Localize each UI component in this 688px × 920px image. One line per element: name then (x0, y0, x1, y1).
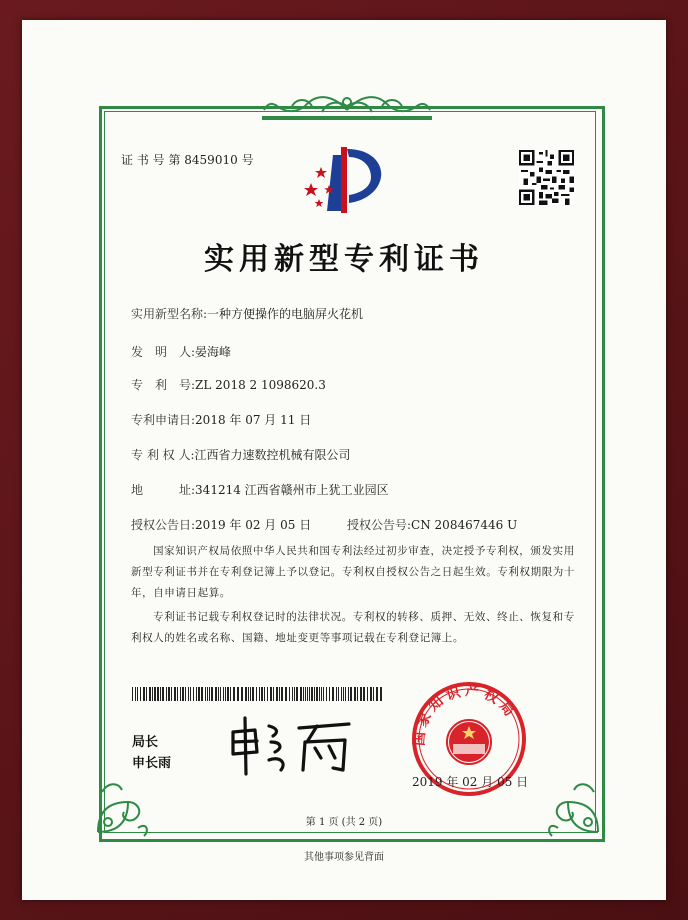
legal-status-paragraph: 专利证书记载专利权登记时的法律状况。专利权的转移、质押、无效、终止、恢复和专利权人的姓名或名称、国籍、地址变更等事项记载在专利登记簿上。 (131, 611, 575, 644)
field-value: 一种方便操作的电脑屏火花机 (207, 307, 364, 321)
seal-date: 2019 年 02 月 05 日 (412, 775, 529, 789)
field-grant-date (131, 516, 311, 533)
field-patent-number (131, 376, 326, 393)
page-number: 第 1 页 (共 2 页) (305, 817, 383, 828)
cnipa-logo-icon (303, 145, 385, 215)
top-ornament-icon (262, 92, 432, 122)
field-value: 2019 年 02 月 05 日 (195, 518, 312, 532)
chief-name: 申长雨 (132, 756, 172, 771)
chief-title: 局长 (132, 735, 159, 750)
corner-ornament-icon (538, 772, 608, 842)
certificate-number-suffix: 号 (241, 153, 254, 167)
field-filing-date (131, 411, 311, 428)
certificate-number-label: 证 书 号 第 (121, 153, 181, 167)
field-value: 晏海峰 (195, 345, 232, 359)
corner-ornament-icon (88, 772, 158, 842)
field-utility-name (131, 305, 363, 322)
field-label: 专利申请日: (131, 413, 196, 427)
field-label: 发 明 人: (131, 345, 196, 359)
svg-text:国家知识产权局: 国家知识产权局 (411, 682, 520, 747)
grant-statement-paragraph: 国家知识产权局依照中华人民共和国专利法经过初步审查，决定授予专利权，颁发实用新型专利证书并在专利登记簿上予以登记。专利权自授权公告之日起生效。专利权期限为十年，自申请日起算。 (131, 545, 575, 599)
field-label: 授权公告日: (131, 518, 196, 532)
field-patent-holder (131, 446, 351, 463)
qr-code-icon (519, 150, 574, 205)
field-inventor (131, 343, 231, 360)
field-label: 授权公告号: (347, 518, 412, 532)
field-label: 专 利 权 人: (131, 448, 195, 462)
field-grant-number (347, 516, 517, 533)
barcode-icon (132, 687, 382, 701)
certificate-title: 实用新型专利证书 (204, 242, 484, 277)
field-value: 江西省力速数控机械有限公司 (194, 448, 351, 462)
field-label: 地 址: (131, 483, 196, 497)
field-address (131, 481, 389, 498)
handwritten-signature-icon (225, 712, 355, 780)
field-label: 实用新型名称: (131, 307, 208, 321)
certificate-number (121, 151, 254, 168)
certificate-number-value: 8459010 (184, 153, 238, 167)
footer-note: 其他事项参见背面 (304, 852, 384, 863)
field-value: 341214 江西省赣州市上犹工业园区 (195, 483, 389, 497)
field-value: 2018 年 07 月 11 日 (195, 413, 312, 427)
field-label: 专 利 号: (131, 378, 196, 392)
field-value: ZL 2018 2 1098620.3 (195, 378, 326, 392)
field-value: CN 208467446 U (411, 518, 518, 532)
